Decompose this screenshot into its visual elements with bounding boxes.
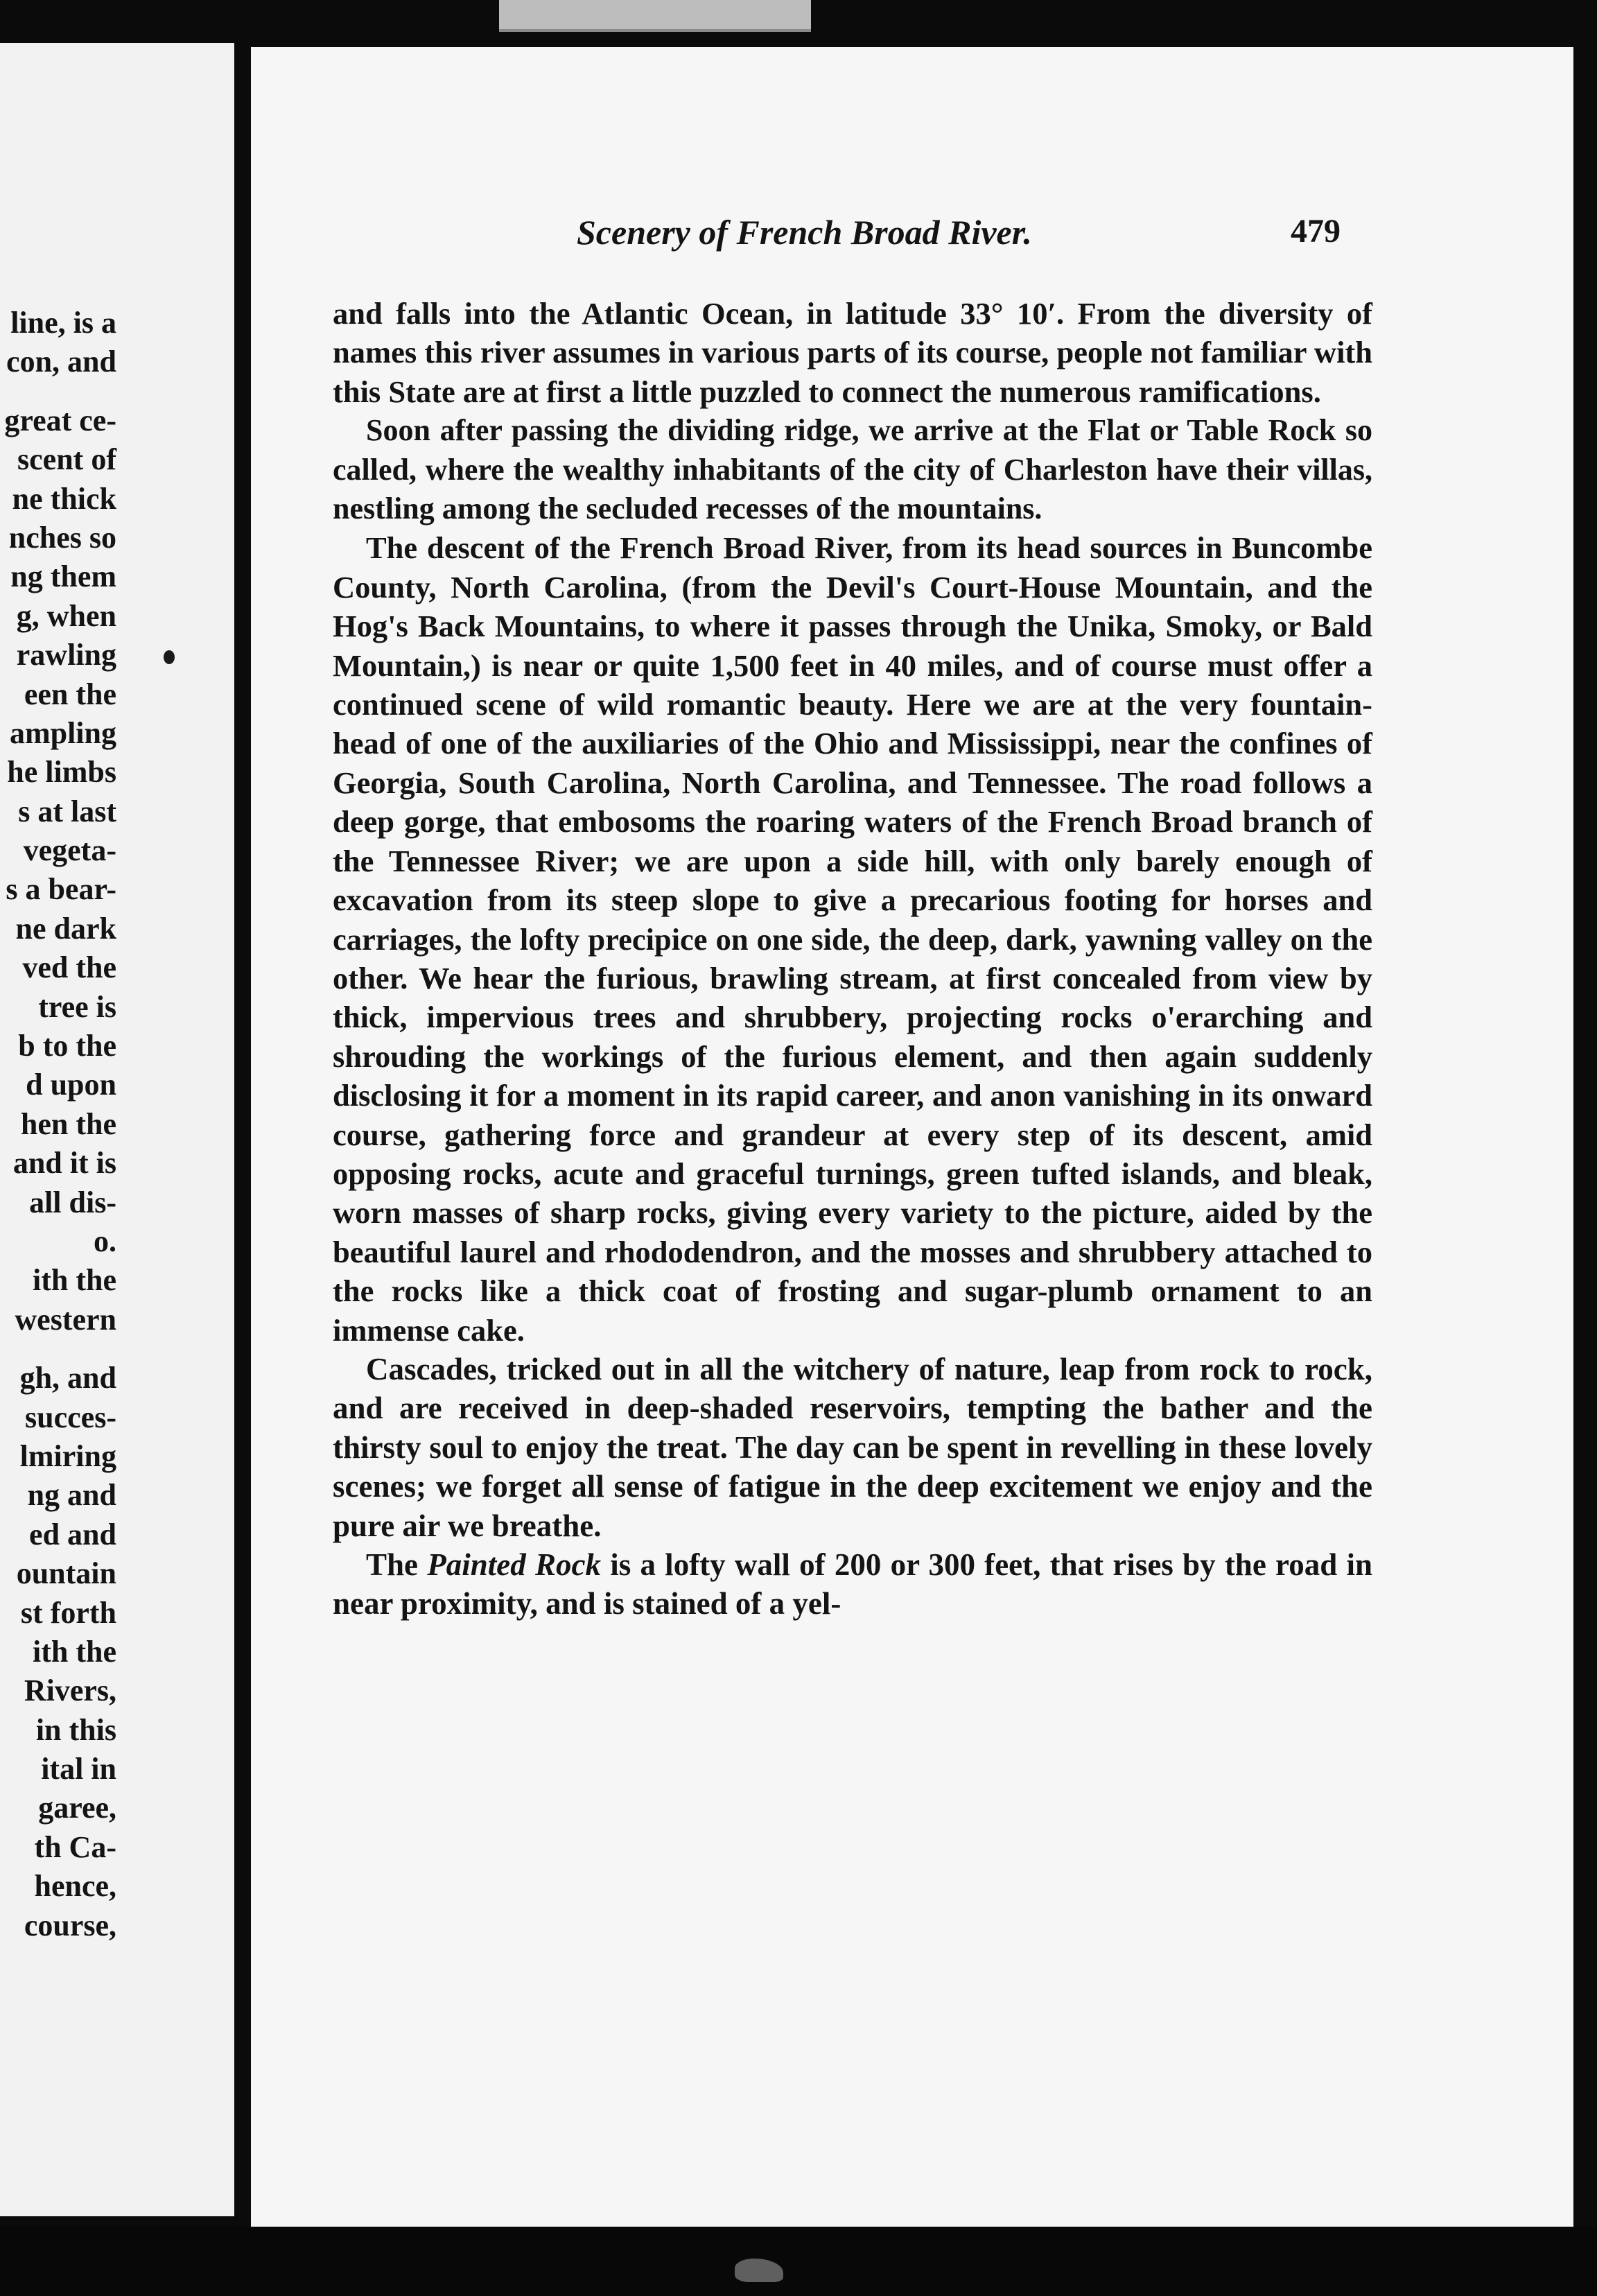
facing-page-line <box>0 1339 116 1359</box>
facing-page-line: s a bear- <box>6 872 116 907</box>
facing-page-line: course, <box>24 1908 116 1942</box>
facing-page-line: ved the <box>22 950 116 985</box>
facing-page-line: d upon <box>26 1068 116 1102</box>
facing-page-line: ampling <box>9 715 116 750</box>
facing-page-line: th Ca- <box>34 1829 116 1864</box>
scan-bottom-edge <box>0 2227 1597 2296</box>
facing-page-line: line, is a <box>10 306 116 340</box>
facing-page-line: western <box>15 1302 116 1337</box>
paragraph-2: Soon after passing the dividing ridge, we arrive at the Flat or Table Rock so called, where the wealthy inhabitants of the city of Charleston have their villas, nestling among the secluded recesses of the mountains. <box>333 413 1372 526</box>
ink-speck <box>164 650 175 664</box>
facing-page-line: st forth <box>20 1595 116 1630</box>
paragraph-5-lead: The <box>366 1547 428 1582</box>
facing-page-line <box>0 382 116 401</box>
running-title: Scenery of French Broad River. <box>577 213 1032 252</box>
paragraph-3: The descent of the French Broad River, from its head sources in Buncombe County, North Carolina, (from the Devil's Court-House Mountain, and the Hog's Back Mountains, to where it passes through the Unika, Smoky, or Bald Mountain,) is near or quite 1,500 feet in 40 miles, and of course must offer a continued scene of wild romantic beauty. Here we are at the very fountain-head of one of the auxiliaries of the Ohio and Mississippi, near the confines of Georgia, South Carolina, North Carolina, and Tennessee. The road follows a deep gorge, that embosoms the roaring waters of the French Broad branch of the Tennessee River; we are upon a side hill, with only barely enough of excavation from its steep slope to give a precarious footing for horses and carriages, the lofty precipice on one side, the deep, dark, yawning valley on the other. We hear the furious, brawling stream, at first concealed from view by thick, impervious trees and shrubbery, projecting rocks o'erarching and shrouding the workings of the furious element, and then again suddenly disclosing it for a moment in its rapid career, and anon vanishing in its onward course, gathering force and grandeur at every step of its descent, amid opposing rocks, acute and graceful turnings, green tufted islands, and bleak, worn masses of sharp rocks, giving every variety to the picture, aided by the beautiful laurel and rhododendron, and the mosses and shrubbery attached to the rocks like a thick coat of frosting and sugar-plumb ornament to an immense cake. <box>333 530 1372 1348</box>
facing-page-line: great ce- <box>4 403 116 437</box>
facing-page-line: b to the <box>18 1029 116 1063</box>
painted-rock-italic: Painted Rock <box>427 1547 601 1582</box>
facing-page-line: Rivers, <box>24 1673 116 1708</box>
facing-page-left <box>0 43 234 2216</box>
scanner-clip <box>499 0 811 32</box>
facing-page-line: con, and <box>6 345 116 379</box>
facing-page-line: ith the <box>33 1263 116 1298</box>
facing-page-line: een the <box>24 677 116 711</box>
facing-page-line: and it is <box>12 1146 116 1181</box>
facing-page-line: ital in <box>41 1752 116 1786</box>
facing-page-line: o. <box>94 1224 116 1258</box>
paragraph-5 <box>333 1545 1372 1624</box>
facing-page-line: tree is <box>38 989 116 1024</box>
facing-page-line: g, when <box>16 598 116 633</box>
paragraph-1: and falls into the Atlantic Ocean, in latitude 33° 10′. From the diversity of names this river assumes in various parts of its course, people not familiar with this State are at first a little puzzled to connect the numerous ramifications. <box>333 296 1372 409</box>
facing-page-line: he limbs <box>7 755 116 790</box>
facing-page-line: garee, <box>38 1791 116 1825</box>
facing-page-line: ne dark <box>15 911 116 946</box>
page-number: 479 <box>1291 213 1341 250</box>
facing-page-line: ng and <box>27 1478 116 1513</box>
scan-artifact <box>735 2259 783 2282</box>
running-head <box>251 212 1573 261</box>
facing-page-text <box>0 304 116 1945</box>
facing-page-line: lmiring <box>19 1438 116 1473</box>
facing-page-line: hence, <box>34 1869 116 1904</box>
facing-page-line: ountain <box>16 1556 116 1591</box>
facing-page-line: hen the <box>20 1106 116 1141</box>
facing-page-line: ed and <box>29 1517 116 1551</box>
facing-page-line: rawling <box>16 638 116 672</box>
facing-page-line: nches so <box>8 520 116 555</box>
facing-page-line: gh, and <box>19 1361 116 1395</box>
page-479 <box>251 47 1573 2234</box>
facing-page-line: all dis- <box>29 1185 116 1219</box>
facing-page-line: s at last <box>18 794 116 828</box>
facing-page-line: vegeta- <box>23 833 116 868</box>
facing-page-line: scent of <box>17 442 116 477</box>
facing-page-line: succes- <box>25 1400 116 1434</box>
paragraph-5-text: is a lofty wall of 200 or 300 feet, that rises by the road in near proximity, and is stained of a yel- <box>333 1547 1372 1621</box>
facing-page-line: ng them <box>10 559 116 594</box>
body-text <box>333 294 1372 1624</box>
paragraph-4: Cascades, tricked out in all the witchery of nature, leap from rock to rock, and are received in deep-shaded reservoirs, tempting the bather and the thirsty soul to enjoy the treat. The day can be spent in revelling in these lovely scenes; we forget all sense of fatigue in the deep excitement we enjoy and the pure air we breathe. <box>333 1351 1372 1543</box>
facing-page-line: ne thick <box>12 481 116 516</box>
facing-page-line: in this <box>35 1712 116 1747</box>
facing-page-line: ith the <box>33 1634 116 1669</box>
